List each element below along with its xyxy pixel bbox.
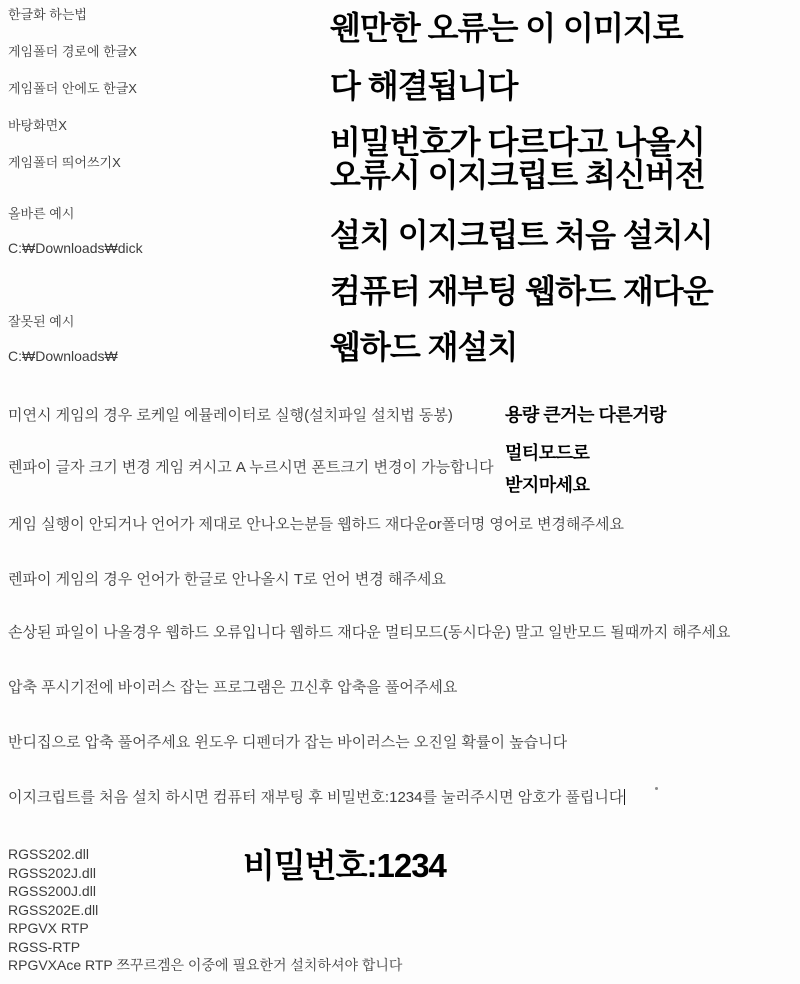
file-rgss202-dll: RGSS202.dll: [8, 846, 89, 862]
stray-dot: [655, 787, 658, 790]
tip-locale-emulator: 미연시 게임의 경우 로케일 에뮬레이터로 실행(설치파일 설치법 동봉): [8, 407, 453, 424]
tip-renpy-language-t: 렌파이 게임의 경우 언어가 한글로 안나올시 T로 언어 변경 해주세요: [8, 571, 446, 588]
rule-inside-folder-no-hangul: 게임폴더 안에도 한글X: [8, 81, 137, 96]
password-banner: 비밀번호:1234: [243, 847, 446, 884]
file-rpgvxace-rtp-note: RPGVXAce RTP 쯔꾸르겜은 이중에 필요한거 설치하셔야 합니다: [8, 957, 403, 973]
tip-bandizip-defender: 반디집으로 압축 풀어주세요 윈도우 디펜더가 잡는 바이러스는 오진일 확률이 높습니다: [8, 734, 568, 751]
tip-renpy-font-size: 렌파이 글자 크기 변경 게임 켜시고 A 누르시면 폰트크기 변경이 가능합니다: [8, 459, 494, 476]
rule-no-desktop: 바탕화면X: [8, 118, 67, 133]
rule-no-spaces: 게임폴더 띄어쓰기X: [8, 155, 121, 170]
headline-line-2: 다 해결됩니다: [330, 68, 518, 104]
tip-disable-antivirus: 압축 푸시기전에 바이러스 잡는 프로그램은 끄신후 압축을 풀어주세요: [8, 679, 458, 696]
correct-example-label: 올바른 예시: [8, 206, 75, 221]
text-caret: [624, 789, 625, 805]
file-rgss-rtp: RGSS-RTP: [8, 939, 81, 955]
file-rgss202j-dll: RGSS202J.dll: [8, 865, 96, 881]
headline-line-5: 설치 이지크립트 처음 설치시: [330, 217, 713, 253]
side-note-line-1: 용량 큰거는 다른거랑: [505, 405, 666, 425]
file-rgss202e-dll: RGSS202E.dll: [8, 902, 99, 918]
rule-folder-path-no-hangul: 게임폴더 경로에 한글X: [8, 44, 137, 59]
tip-ezcrypt-password-text: 이지크립트를 처음 설치 하시면 컴퓨터 재부팅 후 비밀번호:1234를 눌러주시면 암호가 풀립니다: [8, 789, 624, 806]
headline-line-3: 비밀번호가 다르다고 나올시: [330, 124, 705, 160]
file-rpgvx-rtp: RPGVX RTP: [8, 920, 89, 936]
headline-line-7: 웹하드 재설치: [330, 329, 518, 365]
side-note-line-3: 받지마세요: [505, 475, 590, 495]
wrong-example-path: C:₩Downloads₩: [8, 348, 118, 364]
correct-example-path: C:₩Downloads₩dick: [8, 240, 143, 256]
file-rgss200j-dll: RGSS200J.dll: [8, 883, 96, 899]
headline-line-1: 웬만한 오류는 이 이미지로: [330, 10, 683, 46]
tip-ezcrypt-password: [8, 789, 625, 806]
wrong-example-label: 잘못된 예시: [8, 314, 75, 329]
side-note-line-2: 멀티모드로: [505, 443, 590, 463]
headline-line-4: 오류시 이지크립트 최신버전: [330, 157, 705, 193]
tip-rename-folder-english: 게임 실행이 안되거나 언어가 제대로 안나오는분들 웹하드 재다운or폴더명 영어로 변경해주세요: [8, 516, 624, 533]
headline-line-6: 컴퓨터 재부팅 웹하드 재다운: [330, 273, 713, 309]
tip-corrupt-file-redownload: 손상된 파일이 나올경우 웹하드 오류입니다 웹하드 재다운 멀티모드(동시다운) 말고 일반모드 될때까지 해주세요: [8, 624, 731, 641]
rule-hangul-method: 한글화 하는법: [8, 7, 87, 22]
